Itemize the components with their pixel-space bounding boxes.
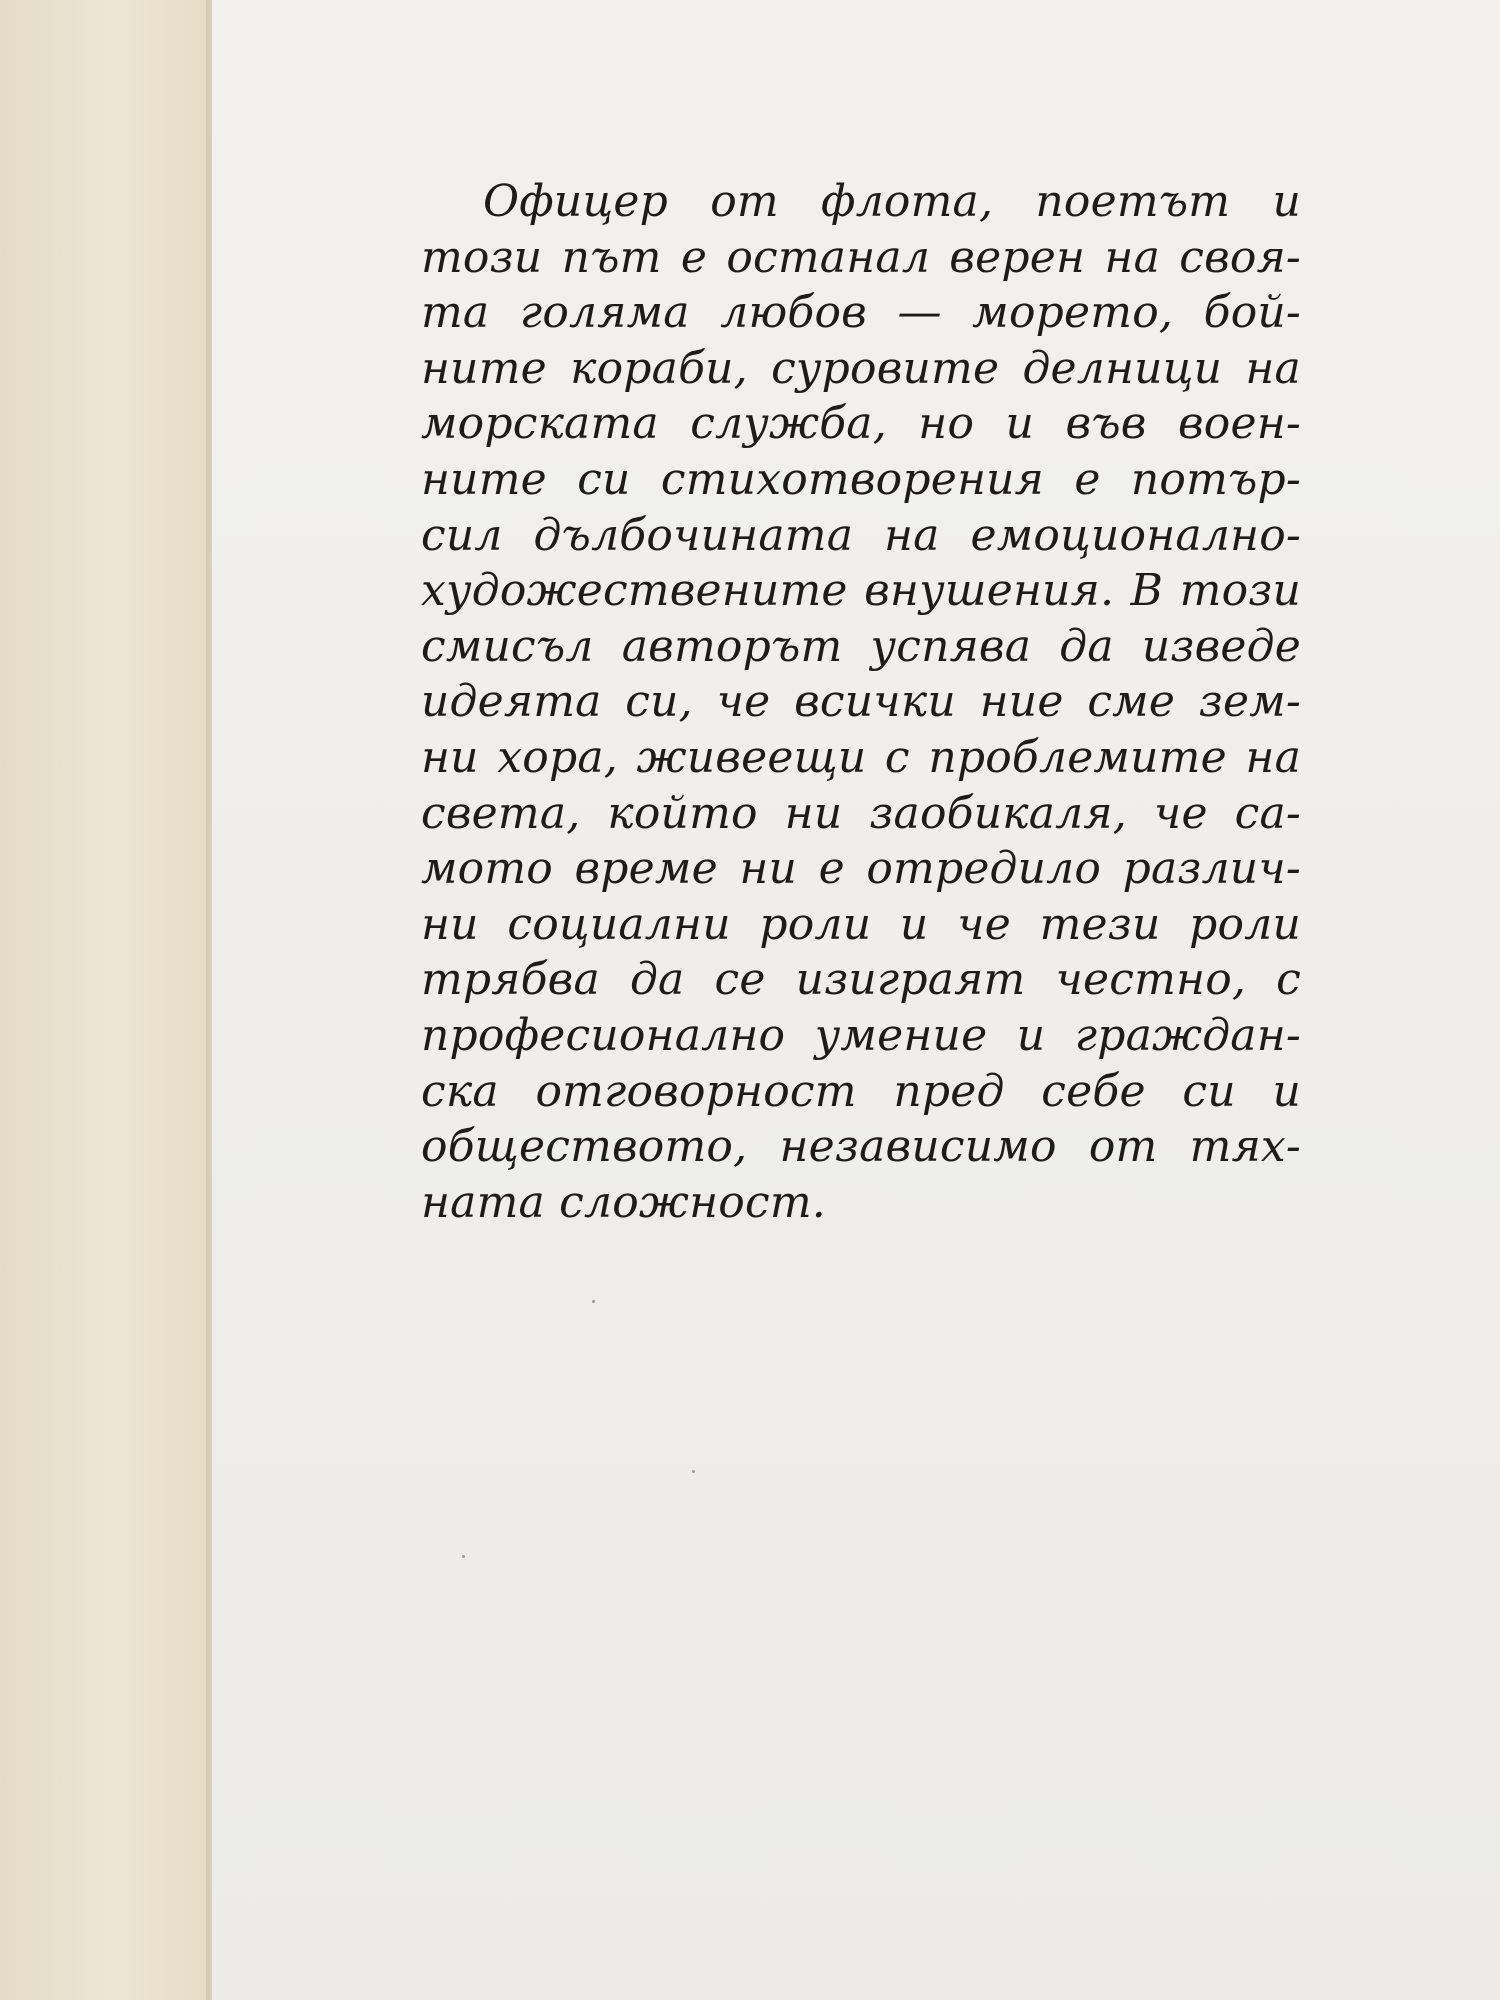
paragraph-line: сил дълбочината на емоционално-	[421, 509, 1301, 561]
paragraph-line: художествените внушения. В този	[421, 565, 1301, 617]
paragraph-line: обществото, независимо от тях-	[421, 1121, 1301, 1173]
paragraph-line: морската служба, но и във воен-	[421, 398, 1301, 450]
paragraph-line: та голяма любов — морето, бой-	[421, 287, 1301, 339]
paragraph-line: ните кораби, суровите делници на	[421, 342, 1301, 394]
body-paragraph	[421, 174, 1301, 1230]
paragraph-line: трябва да се изиграят честно, с	[421, 954, 1301, 1006]
paragraph-line: този път е останал верен на своя-	[421, 231, 1301, 283]
book-page	[212, 0, 1500, 2000]
paragraph-line: ната сложност.	[421, 1176, 826, 1228]
paper-speck	[462, 1555, 465, 1558]
paragraph-line: света, който ни заобикаля, че са-	[421, 787, 1301, 839]
paragraph-line: смисъл авторът успява да изведе	[421, 620, 1301, 672]
paragraph-line: ни социални роли и че тези роли	[421, 898, 1301, 950]
paragraph-line: мото време ни е отредило различ-	[421, 843, 1301, 895]
previous-page-edge	[0, 0, 212, 2000]
paragraph-line: ните си стихотворения е потър-	[421, 453, 1301, 505]
paper-speck	[592, 1300, 595, 1303]
paragraph-line: ни хора, живеещи с проблемите на	[421, 731, 1301, 783]
paragraph-line: Офицер от флота, поетът и	[483, 176, 1301, 227]
paragraph-line: ска отговорност пред себе си и	[421, 1065, 1301, 1117]
paragraph-line: идеята си, че всички ние сме зем-	[421, 676, 1301, 728]
paragraph-line: професионално умение и граждан-	[421, 1009, 1301, 1061]
paper-speck	[692, 1470, 695, 1473]
